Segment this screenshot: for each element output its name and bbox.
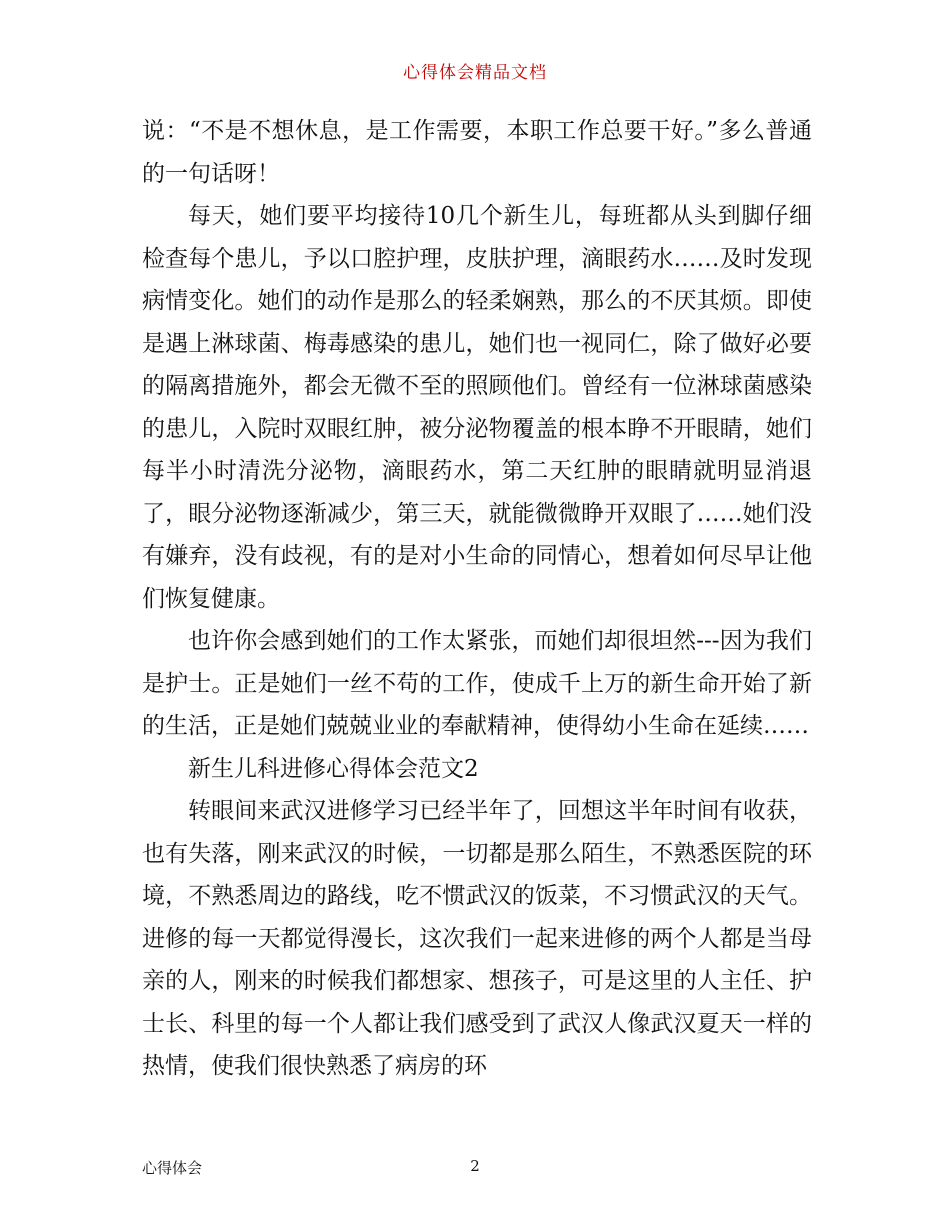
page-number: 2	[470, 1157, 480, 1175]
paragraph: 转眼间来武汉进修学习已经半年了，回想这半年时间有收获，也有失落，刚来武汉的时候，一切都是那么陌生，不熟悉医院的环境，不熟悉周边的路线，吃不惯武汉的饭菜，不习惯武汉的天气。进修的每一天都觉得漫长，这次我们一起来进修的两个人都是当母亲的人，刚来的时候我们都想家、想孩子，可是这里的人主任、护士长、科里的每一个人都让我们感受到了武汉人像武汉夏天一样的热情，使我们很快熟悉了病房的环	[142, 798, 812, 1079]
page-header: 心得体会精品文档	[403, 63, 547, 83]
paragraph: 每天，她们要平均接待10几个新生儿，每班都从头到脚仔细检查每个患儿，予以口腔护理，皮肤护理，滴眼药水……及时发现病情变化。她们的动作是那么的轻柔娴熟，那么的不厌其烦。即使是遇上淋球菌、梅毒感染的患儿，她们也一视同仁，除了做好必要的隔离措施外，都会无微不至的照顾他们。曾经有一位淋球菌感染的患儿，入院时双眼红肿，被分泌物覆盖的根本睁不开眼睛，她们每半小时清洗分泌物，滴眼药水，第二天红肿的眼睛就明显消退了，眼分泌物逐渐减少，第三天，就能微微睁开双眼了……她们没有嫌弃，没有歧视，有的是对小生命的同情心，想着如何尽早让他们恢复健康。	[142, 203, 812, 612]
paragraph: 也许你会感到她们的工作太紧张，而她们却很坦然---因为我们是护士。正是她们一丝不苟的工作，使成千上万的新生命开始了新的生活，正是她们兢兢业业的奉献精神，使得幼小生命在延续……	[142, 628, 812, 739]
section-heading: 新生儿科进修心得体会范文2	[188, 755, 479, 782]
paragraph-continued: 说：“不是不想休息，是工作需要，本职工作总要干好。”多么普通的一句话呀！	[142, 118, 812, 187]
document-body	[142, 110, 812, 1088]
footer-label: 心得体会	[142, 1159, 203, 1177]
